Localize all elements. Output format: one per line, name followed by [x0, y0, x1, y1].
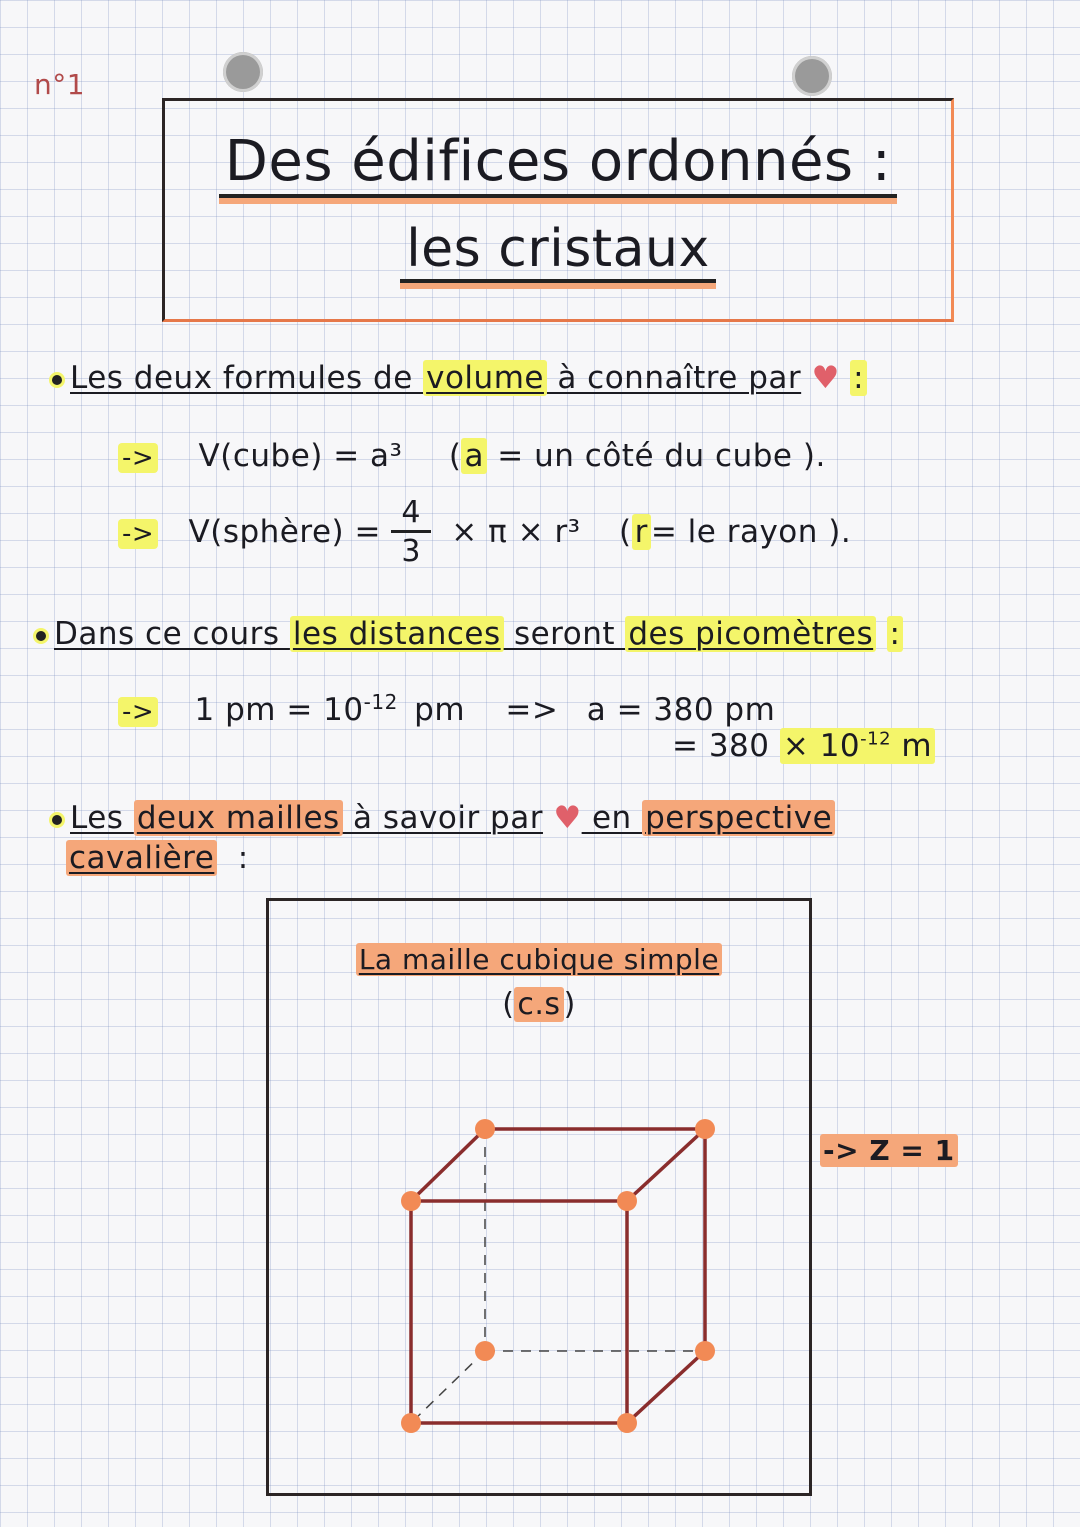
cubic-cell-box [266, 898, 812, 1496]
pm-unit: pm [414, 692, 466, 729]
sphere-rhs: × π × r³ [451, 514, 581, 550]
conversion-highlight [780, 728, 935, 764]
conversion-factor: × 10 [782, 728, 861, 764]
punch-hole-right [792, 56, 832, 96]
cube-atom [617, 1413, 637, 1433]
pm-definition: 1 pm = 10 [194, 692, 364, 729]
distance-intro-start: Dans ce cours [54, 616, 290, 652]
cubic-cell-title-text: La maille cubique simple [356, 943, 722, 976]
cube-diagram [269, 901, 809, 1493]
mailles-intro-start: Les [70, 800, 134, 836]
cube-note-var: a [461, 438, 487, 474]
fraction-denominator: 3 [401, 534, 421, 569]
mailles-intro-mid: à savoir par [342, 800, 543, 836]
punch-hole-left [223, 52, 263, 92]
coordination-number [820, 1134, 958, 1167]
bullet-icon [36, 631, 46, 641]
title-box [162, 98, 954, 322]
perspective-highlight: perspective [642, 800, 835, 836]
cube-edge [627, 1351, 705, 1423]
arrow-icon: -> [118, 697, 158, 727]
cavaliere-highlight: cavalière [66, 840, 217, 876]
cube-note-rest: = un côté du cube ). [486, 438, 826, 474]
volume-intro-start: Les deux formules de [70, 360, 424, 396]
volume-intro-end: à connaître par [546, 360, 802, 396]
cube-atom [475, 1341, 495, 1361]
cube-atom [695, 1119, 715, 1139]
cube-formula-line [118, 438, 826, 474]
sphere-note-var: r [632, 514, 651, 550]
distance-colon: : [887, 616, 904, 652]
title-text-2: les cristaux [400, 219, 716, 283]
bullet-icon [52, 375, 62, 385]
title-line-1 [165, 129, 951, 194]
fraction-numerator: 4 [391, 496, 431, 533]
distance-intro-mid: seront [503, 616, 626, 652]
cubic-cell-abbr: c.s [514, 987, 563, 1022]
cube-formula: V(cube) = a³ [198, 438, 403, 474]
distance-intro [36, 616, 903, 652]
cube-atom [475, 1119, 495, 1139]
cube-edge [411, 1129, 485, 1201]
abbr-open: ( [502, 987, 515, 1022]
pm-exponent: -12 [363, 690, 398, 714]
picometer-line [118, 690, 775, 728]
mailles-intro-line-2 [66, 840, 249, 876]
sphere-lhs: V(sphère) = [188, 514, 381, 550]
sphere-formula-line [118, 496, 851, 571]
implies-arrow: => [505, 692, 559, 729]
sphere-fraction [391, 496, 431, 571]
mailles-highlight: deux mailles [134, 800, 343, 836]
title-text-1: Des édifices ordonnés : [219, 129, 898, 198]
a-value: a = 380 pm [586, 692, 776, 729]
cube-hidden-edge [411, 1351, 485, 1423]
cube-atom [695, 1341, 715, 1361]
sphere-note-open: ( [618, 514, 632, 550]
cube-atom [401, 1413, 421, 1433]
abbr-close: ) [563, 987, 576, 1022]
heart-icon: ♥ [553, 800, 582, 836]
bullet-icon [52, 815, 62, 825]
z-label-text: -> Z = 1 [820, 1134, 958, 1167]
conversion-line [672, 728, 935, 764]
page-number: n°1 [34, 68, 86, 101]
conversion-exponent: -12 [860, 728, 892, 750]
mailles-intro-end: en [581, 800, 643, 836]
mailles-colon: : [237, 840, 249, 876]
volume-intro [52, 360, 867, 396]
distance-highlight-2: des picomètres [625, 616, 876, 652]
distance-highlight-1: les distances [290, 616, 504, 652]
mailles-intro [52, 800, 835, 836]
volume-highlight: volume [423, 360, 547, 396]
cube-note-open: ( [448, 438, 462, 474]
heart-icon: ♥ [811, 360, 840, 396]
sphere-note-rest: = le rayon ). [650, 514, 852, 550]
arrow-icon: -> [118, 443, 158, 473]
conversion-unit: m [901, 728, 933, 764]
cube-edge [627, 1129, 705, 1201]
cube-atom [617, 1191, 637, 1211]
cube-atom [401, 1191, 421, 1211]
conversion-equals: = 380 [672, 728, 770, 764]
volume-colon: : [850, 360, 867, 396]
arrow-icon: -> [118, 519, 158, 549]
cube-front-face [411, 1201, 627, 1423]
title-line-2 [165, 219, 951, 279]
